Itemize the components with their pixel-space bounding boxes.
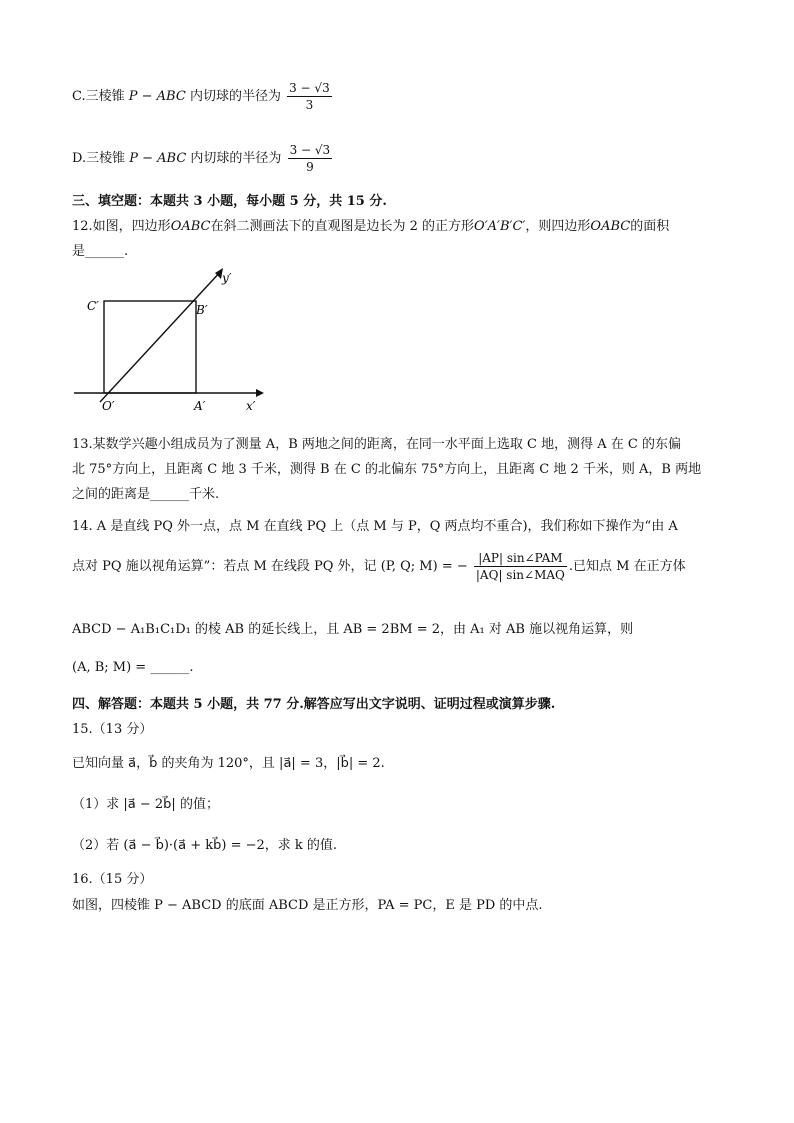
q14-text-a: 点对 PQ 施以视角运算”：若点 M 在线段 PQ 外，记 (P, Q; M) = − — [72, 559, 468, 574]
q14-line-2 — [72, 550, 686, 583]
option-d — [72, 142, 334, 175]
q12-line-2 — [72, 240, 128, 259]
q16-title: 16.（15 分） — [72, 872, 153, 887]
option-d-denominator: 9 — [306, 160, 314, 174]
q14-denominator: |AQ| sin∠MAQ — [475, 568, 565, 582]
label-o: O′ — [102, 399, 115, 413]
q12-text-c: ，则四边形 — [525, 219, 591, 234]
q15-part-2: （2）若 (a⃗ − b⃗)·(a⃗ + kb⃗) = −2，求 k 的值. — [72, 838, 338, 853]
q12-shape: OABC — [170, 219, 211, 234]
q13-line-3 — [72, 483, 219, 502]
q12-shape-2: O′A′B′C′ — [474, 219, 526, 234]
q14-line-3: ABCD − A₁B₁C₁D₁ 的棱 AB 的延长线上，且 AB = 2BM = 2，由 A₁ 对 AB 施以视角运算，则 — [72, 622, 634, 637]
q14-text-d: . — [189, 660, 194, 675]
section-4-heading: 四、解答题：本题共 5 小题，共 77 分.解答应写出文字说明、证明过程或演算步骤. — [72, 697, 556, 712]
label-b: B′ — [196, 303, 208, 317]
oblique-square-figure — [72, 262, 272, 422]
q13-text-b: 千米. — [189, 487, 220, 502]
q12-answer-blank[interactable]: ______ — [85, 244, 125, 259]
q12-dot: . — [124, 244, 129, 259]
q15-part-1: （1）求 |a⃗ − 2b⃗| 的值； — [72, 797, 219, 812]
option-d-text: 内切球的半径为 — [190, 151, 282, 166]
q14-text-b: .已知点 M 在正方体 — [568, 559, 686, 574]
section-3-heading: 三、填空题：本题共 3 小题，每小题 5 分，共 15 分. — [72, 194, 387, 209]
q12-text-d: 的面积 — [630, 219, 670, 234]
q15-title: 15.（13 分） — [72, 722, 153, 737]
q13-line-1: 13.某数学兴趣小组成员为了测量 A，B 两地之间的距离，在同一水平面上选取 C 地，测得 A 在 C 的东偏 — [72, 437, 681, 452]
q12-text-b: 在斜二测画法下的直观图是边长为 2 的正方形 — [210, 219, 475, 234]
y-axis — [100, 270, 222, 402]
option-c-numerator: 3 − √3 — [289, 81, 330, 95]
option-d-expr: P − ABC — [129, 151, 187, 166]
q13-line-2: 北 75°方向上，且距离 C 地 3 千米，测得 B 在 C 的北偏东 75°方向上，且距离 C 地 2 千米，则 A，B 两地 — [72, 462, 702, 477]
q14-answer-blank[interactable]: ______ — [150, 660, 190, 675]
option-c-text: 内切球的半径为 — [189, 89, 281, 104]
q15-line-1: 已知向量 a⃗，b⃗ 的夹角为 120°，且 |a⃗| = 3，|b⃗| = 2. — [72, 756, 385, 771]
q16-line-1: 如图，四棱锥 P − ABCD 的底面 ABCD 是正方形，PA = PC，E 是 PD 的中点. — [72, 898, 543, 913]
label-x: x′ — [246, 399, 256, 413]
q14-text-c: (A, B; M) = — [72, 660, 147, 675]
option-c-expr: P − ABC — [128, 89, 186, 104]
option-c-label: C.三棱锥 — [72, 89, 125, 104]
label-y: y′ — [222, 271, 232, 285]
q13-answer-blank[interactable]: ______ — [150, 487, 190, 502]
q14-line-1: 14. A 是直线 PQ 外一点，点 M 在直线 PQ 上（点 M 与 P，Q 两点均不重合)，我们称如下操作为“由 A — [72, 519, 678, 534]
option-d-label: D.三棱锥 — [72, 151, 126, 166]
q14-line-4 — [72, 660, 193, 675]
x-axis-arrow — [256, 389, 264, 397]
option-d-numerator: 3 − √3 — [289, 143, 331, 157]
q12-shape-3: OABC — [590, 219, 631, 234]
q12-line-1 — [72, 215, 669, 234]
q14-fraction — [474, 550, 567, 583]
option-c — [72, 80, 334, 113]
label-a: A′ — [194, 399, 206, 413]
option-c-fraction — [287, 80, 332, 113]
label-c: C′ — [87, 299, 99, 313]
q13-text-a: 之间的距离是 — [72, 487, 151, 502]
option-d-fraction — [288, 142, 333, 175]
q12-text-a: 12.如图，四边形 — [72, 219, 171, 234]
option-c-denominator: 3 — [305, 98, 314, 112]
q14-numerator: |AP| sin∠PAM — [474, 550, 567, 567]
q12-text-e: 是 — [72, 244, 86, 259]
